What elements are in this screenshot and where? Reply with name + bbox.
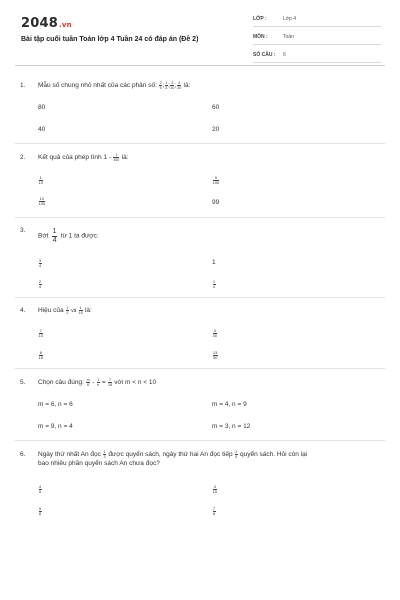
fraction: $\frac{2}{5}$: [235, 450, 238, 459]
answer-option-c[interactable]: [38, 280, 42, 290]
answer-option-c[interactable]: m = 9, n = 4: [38, 423, 73, 430]
question-number: 5.: [20, 379, 26, 386]
answer-option-c[interactable]: [38, 197, 46, 207]
meta-value: Lớp 4: [283, 16, 297, 22]
fraction: $\frac{8}{15}$: [38, 350, 43, 361]
fraction: $\frac{13}{30}$: [212, 350, 218, 361]
question-5: [20, 378, 380, 387]
answer-option-a[interactable]: [38, 259, 42, 269]
fraction: $\frac{4}{5}$: [38, 484, 42, 495]
answer-option-b[interactable]: 1: [212, 259, 216, 266]
fraction: $\frac{7}{10}$: [38, 328, 43, 339]
question-number: 4.: [20, 307, 26, 314]
meta-row-count: [253, 49, 381, 63]
fraction: $\frac{1}{4}$: [212, 279, 216, 290]
fraction: $\frac{1}{10}$: [38, 175, 43, 186]
meta-row-subject: [253, 31, 381, 45]
question-text: Chọn câu đúng: $\frac{m}{6}$ - $\frac{1}{n}$ = $\frac{7}{18}$ với m < n < 10: [38, 378, 157, 387]
question-text: Mẫu số chung nhỏ nhất của các phân số: $\frac{2}{5}$ ; $\frac{1}{4}$ ; $\frac{3}{10}$ ; $\frac{2}{20}$ là:: [38, 81, 191, 90]
answer-option-b[interactable]: 60: [212, 104, 220, 111]
fraction: $\frac{2}{20}$: [177, 81, 182, 90]
fraction: $\frac{9}{100}$: [212, 175, 220, 186]
answer-option-a[interactable]: m = 6, n = 6: [38, 401, 73, 408]
fraction: $\frac{1}{3}$: [103, 450, 106, 459]
fraction: $\frac{2}{5}$: [159, 81, 162, 90]
question-6: [20, 450, 380, 468]
answer-option-d[interactable]: 99: [212, 199, 220, 206]
fraction: $\frac{1}{4}$: [165, 81, 168, 90]
fraction: $\frac{7}{8}$: [212, 506, 216, 517]
answer-option-a[interactable]: [38, 329, 43, 339]
question-divider: [15, 297, 385, 298]
meta-key: LỚP :: [253, 16, 267, 22]
question-text: Kết quả của phép tính 1 - $\frac{1}{100}$ là:: [38, 153, 129, 162]
fraction: $\frac{1}{15}$: [78, 306, 83, 315]
fraction: $\frac{1}{4}$: [52, 228, 57, 244]
answer-option-b[interactable]: [212, 485, 217, 495]
fraction: $\frac{5}{8}$: [38, 506, 42, 517]
question-number: 3.: [20, 227, 26, 234]
question-text: Ngày thứ nhất An đọc $\frac{1}{3}$ được quyển sách, ngày thứ hai An đọc tiếp $\frac{2}{5}$ quyển sách. Hỏi còn lại bao nhiêu phần quyển sách An chưa đọc?: [38, 450, 308, 468]
header-divider: [15, 65, 385, 66]
question-text: Bớt $\frac{1}{4}$ từ 1 ta được:: [38, 228, 99, 244]
question-divider: [15, 217, 385, 218]
answer-option-a[interactable]: [38, 176, 43, 186]
fraction: $\frac{1}{100}$: [113, 153, 120, 162]
answer-option-c[interactable]: [38, 351, 43, 361]
question-number: 1.: [20, 82, 26, 89]
question-2: [20, 153, 380, 162]
answer-option-d[interactable]: m = 3, n = 12: [212, 423, 251, 430]
site-logo[interactable]: [21, 16, 72, 31]
meta-value: 6: [283, 52, 286, 58]
answer-option-b[interactable]: m = 4, n = 9: [212, 401, 247, 408]
fraction: $\frac{m}{6}$: [86, 378, 90, 387]
answer-option-a[interactable]: 80: [38, 104, 46, 111]
question-divider: [15, 143, 385, 144]
answer-option-d[interactable]: [212, 351, 218, 361]
fraction: $\frac{10}{100}$: [38, 196, 46, 207]
fraction: $\frac{4}{30}$: [212, 328, 217, 339]
document-title: Bài tập cuối tuần Toán lớp 4 Tuần 24 có đáp án (Đề 2): [21, 36, 199, 43]
logo-suffix: .vn: [58, 21, 72, 29]
meta-panel: [253, 13, 381, 67]
meta-key: MÔN :: [253, 34, 268, 40]
answer-option-d[interactable]: [212, 280, 216, 290]
fraction: $\frac{1}{2}$: [66, 306, 69, 315]
fraction: $\frac{3}{10}$: [170, 81, 175, 90]
question-divider: [15, 368, 385, 369]
fraction: $\frac{4}{15}$: [212, 484, 217, 495]
fraction: $\frac{1}{n}$: [97, 378, 100, 387]
question-divider: [15, 440, 385, 441]
meta-key: SỐ CÂU :: [253, 52, 276, 58]
meta-row-class: [253, 13, 381, 27]
question-text: Hiệu của $\frac{1}{2}$ và $\frac{1}{15}$ là:: [38, 306, 92, 315]
answer-option-b[interactable]: [212, 329, 217, 339]
answer-option-a[interactable]: [38, 485, 42, 495]
question-3: [20, 226, 380, 244]
fraction: $\frac{2}{4}$: [38, 279, 42, 290]
question-number: 2.: [20, 154, 26, 161]
question-number: 6.: [20, 451, 26, 458]
answer-option-b[interactable]: [212, 176, 220, 186]
question-4: [20, 306, 380, 316]
answer-option-d[interactable]: [212, 507, 216, 517]
answer-option-d[interactable]: 20: [212, 126, 220, 133]
question-1: [20, 81, 380, 90]
fraction: $\frac{7}{18}$: [107, 378, 112, 387]
fraction: $\frac{3}{4}$: [38, 258, 42, 269]
meta-value: Toán: [283, 34, 294, 40]
answer-option-c[interactable]: 40: [38, 126, 46, 133]
logo-text: 2048: [21, 16, 58, 31]
answer-option-c[interactable]: [38, 507, 42, 517]
